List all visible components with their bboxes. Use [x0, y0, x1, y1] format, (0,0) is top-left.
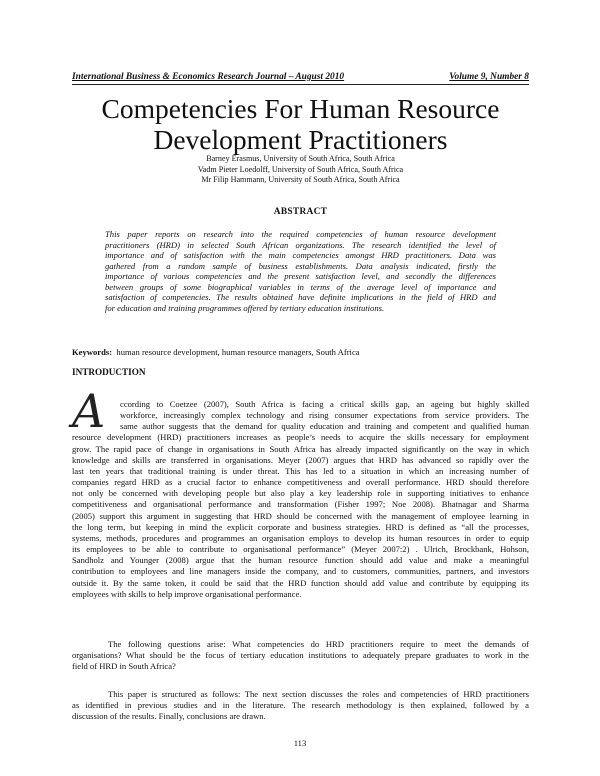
text-line: companies regard HRD as a crucial factor to enhance competitiveness and overall performance. HRD should therefore	[72, 477, 529, 488]
abstract-body	[105, 229, 496, 313]
abstract-line: importance and of satisfaction with the main competencies amongst HRD practitioners. Data was	[105, 250, 496, 260]
abstract-line: gathered from a random sample of business establishments. Data analysis indicated, firstly the	[105, 260, 496, 271]
introduction-heading: INTRODUCTION	[72, 367, 146, 377]
keywords	[72, 347, 529, 357]
text-line: contribution to employees and line managers inside the company, and to customers, communities, partners, and investors	[72, 566, 529, 577]
text-line: This paper is structured as follows: The next section discusses the roles and competencies of HRD practitioners	[108, 689, 529, 699]
text-line: Sandholz and Younger (2008) argue that the human resource function should add value and make a meaningful	[72, 555, 529, 566]
text-line: field of HRD in South Africa?	[72, 661, 176, 672]
text-line: The following questions arise: What competencies do HRD practitioners require to meet the demands of	[108, 639, 529, 649]
text-line: its employees to be able to contribute to organisational performance” (Meyer 2007:2) . Ulrich, Brockbank, Hohson,	[72, 544, 529, 555]
page-number: 113	[293, 738, 307, 748]
author: Vadm Pieter Loedolff, University of South Africa, South Africa	[197, 164, 404, 174]
text-line: employees with skills to help improve organisational performance.	[72, 588, 302, 599]
drop-cap: A	[72, 384, 106, 438]
author: Barney Erasmus, University of South Africa, South Africa	[206, 154, 395, 163]
text-line: the long term, but keeping in mind the explicit corporate and business strategies. HRD is defined as “all the processes,	[72, 521, 529, 532]
title-line: Competencies For Human Resource	[101, 93, 500, 124]
abstract-line: satisfaction of competencies. The results obtained have definite implications in the field of HRD and	[105, 292, 496, 302]
intro-paragraph-1	[72, 399, 529, 600]
text-line: last ten years that traditional training is under threat. This has led to a situation in which an increasing number of	[72, 465, 529, 476]
text-line: systems, methods, procedures and programmes an organisation employs to develop its human resources in order to equip	[72, 532, 529, 543]
intro-paragraph-2	[72, 639, 529, 672]
abstract-line: for education and training programmes offered by tertiary education institutions.	[105, 302, 385, 313]
abstract-line: practitioners (HRD) in selected South African organizations. The research identified the level of	[105, 239, 496, 250]
paper-title	[72, 93, 529, 155]
text-line: not only be concerned with developing people but also play a key leadership role in supporting initiatives to enhance	[72, 488, 529, 499]
text-line: resource development (HRD) practitioners increases as people’s needs to acquire the skills necessary for employment	[72, 432, 529, 443]
volume-number: Volume 9, Number 8	[449, 72, 529, 82]
text-line: same author suggests that the demand for quality education and training and competent and qualified human	[120, 421, 529, 432]
abstract-line: This paper reports on research into the required competencies of human resource development	[105, 229, 496, 239]
text-line: organisations? What should be the focus of tertiary education institutions to adequately prepare graduates to work in the	[72, 650, 529, 661]
header-divider	[72, 84, 529, 85]
abstract-line: between groups of some biographical variables in terms of the average level of importance and	[105, 281, 496, 292]
title-line: Development Practitioners	[153, 124, 448, 155]
text-line: outside it. By the same token, it could be said that the HRD function should add value and contribute by equipping its	[72, 577, 529, 588]
text-line: competitiveness and organisational performance and transformation (Fisher 1997; Noe 2008). Bhatnagar and Sharma	[72, 499, 529, 510]
intro-paragraph-3	[72, 689, 529, 722]
text-line: grow. The rapid pace of change in organisations in South Africa has already impacted significantly on the way in which	[72, 443, 529, 454]
text-line: discussion of the results. Finally, conclusions are drawn.	[72, 711, 266, 722]
keywords-label: Keywords:	[72, 347, 113, 357]
text-line: workforce, increasingly complex technology and rising consumer expectations from service providers. The	[120, 410, 529, 421]
text-line: as identified in previous studies and in the literature. The research methodology is then explained, followed by a	[72, 700, 529, 711]
abstract-heading: ABSTRACT	[273, 207, 328, 217]
author: Mr Filip Hammann, University of South Africa, South Africa	[201, 175, 400, 184]
text-line: ccording to Coetzee (2007), South Africa is facing a critical skills gap, an ageing but highly skilled	[120, 399, 529, 409]
journal-name: International Business & Economics Research Journal – August 2010	[72, 72, 345, 82]
running-header	[72, 72, 529, 82]
keywords-text: human resource development, human resource managers, South Africa	[116, 347, 360, 357]
text-line: (2005) support this argument in suggesting that HRD should be concerned with the management of employee learning in	[72, 510, 529, 521]
text-line: knowledge and skills are transferred in organisations. Meyer (2007) argues that HRD has advanced so rapidly over the	[72, 454, 529, 465]
author-list	[72, 154, 529, 186]
abstract-line: importance of various competencies and the present satisfaction level, and secondly the differences	[105, 271, 496, 281]
